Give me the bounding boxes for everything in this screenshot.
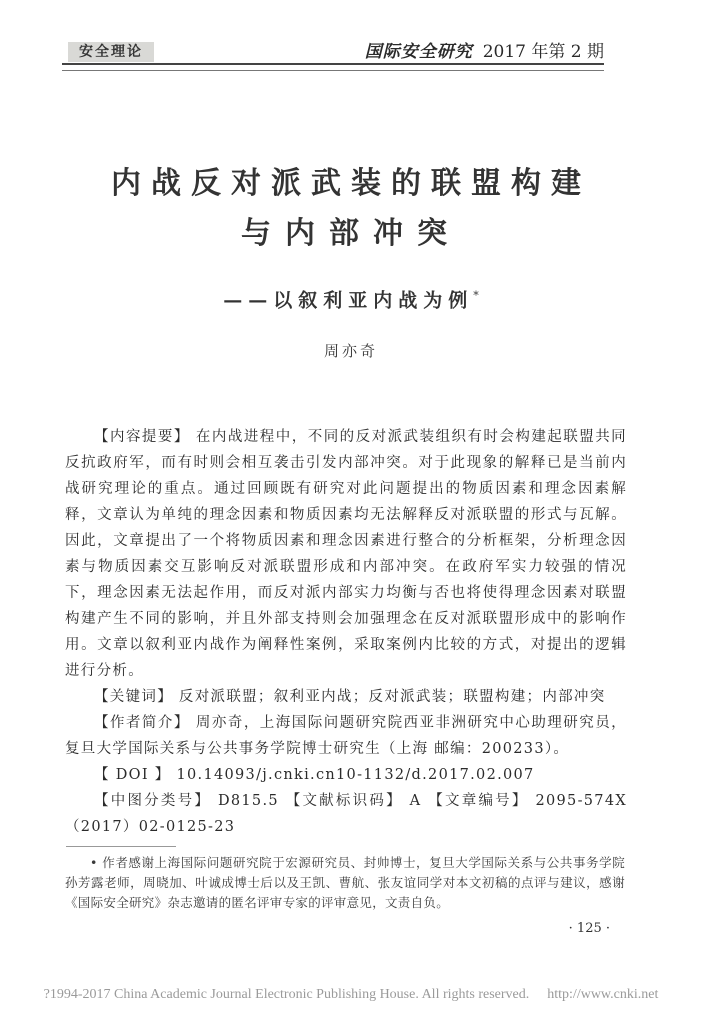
keywords-text: 反对派联盟；叙利亚内战；反对派武装；联盟构建；内部冲突 [178,689,606,705]
keywords-label: 【关键词】 [94,689,173,705]
keywords [65,684,627,710]
cnki-link[interactable]: http://www.cnki.net [547,987,659,1002]
copyright-footer [0,986,702,1004]
header-rule [62,63,604,71]
author-bio-text: 周亦奇，上海国际问题研究院西亚非洲研究中心助理研究员，复旦大学国际关系与公共事务学院博士研究生（上海 邮编：200233）。 [65,715,627,757]
footnote-rule [66,846,176,847]
author-name: 周亦奇 [323,342,378,360]
footnote-marker-bullet: • [90,855,98,870]
article-no-value: 2095-574X（2017）02-0125-23 [65,793,627,835]
journal-name: 国际安全研究 [364,42,473,62]
doi-value[interactable]: 10.14093/j.cnki.cn10-1132/d.2017.02.007 [176,767,535,783]
article-title-line-1: 内战反对派武装的联盟构建 [111,166,591,201]
doc-code-label: 【文献标识码】 [285,793,403,809]
section-label: 安全理论 [68,42,154,62]
running-header [62,40,604,64]
article-subtitle [0,281,702,315]
abstract-text: 在内战进程中，不同的反对派武装组织有时会构建起联盟共同反抗政府军，而有时则会相互袭击引发内部冲突。对于此现象的解释已是当前内战研究理论的重点。通过回顾既有研究对此问题提出的物质因素和理念因素解释，文章认为单纯的理念因素和物质因素均无法解释反对派联盟的形式与瓦解。因此，文章提出了一个将物质因素和理念因素进行整合的分析框架，分析理念因素与物质因素交互影响反对派联盟形成和内部冲突。在政府军实力较强的情况下，理念因素无法起作用，而反对派内部实力均衡与否也将使得理念因素对联盟构建产生不同的影响，并且外部支持则会加强理念在反对派联盟形成中的影响作用。文章以叙利亚内战作为阐释性案例，采取案例内比较的方式，对提出的逻辑进行分析。 [65,429,627,679]
author-bio-label: 【作者简介】 [94,715,190,731]
journal-info [365,40,604,64]
clc-label: 【中图分类号】 [94,793,212,809]
article-no-label: 【文章编号】 [428,793,529,809]
subtitle-text: ——以叙利亚内战为例 [223,289,474,312]
doi [65,762,627,788]
footnote-text: 作者感谢上海国际问题研究院于宏源研究员、封帅博士，复旦大学国际关系与公共事务学院孙芳露老师，周晓加、叶诚成博士后以及王凯、曹航、张友谊同学对本文初稿的点评与建议，感谢《国际安全研究》杂志邀请的匿名评审专家的评审意见，文责自负。 [65,855,625,910]
abstract-label: 【内容提要】 [94,429,190,445]
journal-issue: 2017 年第 2 期 [482,42,604,62]
footnote [65,853,625,913]
abstract [65,424,627,684]
clc-value: D815.5 [217,793,279,809]
doc-code-value: A [409,793,422,809]
page-number: · 125 · [568,921,610,936]
footnote-marker[interactable]: * [473,289,479,302]
author-bio [65,710,627,762]
doi-label: 【 DOI 】 [94,767,171,783]
front-matter [65,424,627,840]
classification [65,788,627,840]
article-title-line-2: 与内部冲突 [241,216,461,251]
copyright-text: ?1994-2017 China Academic Journal Electronic Publishing House. All rights reserved. [43,987,530,1002]
